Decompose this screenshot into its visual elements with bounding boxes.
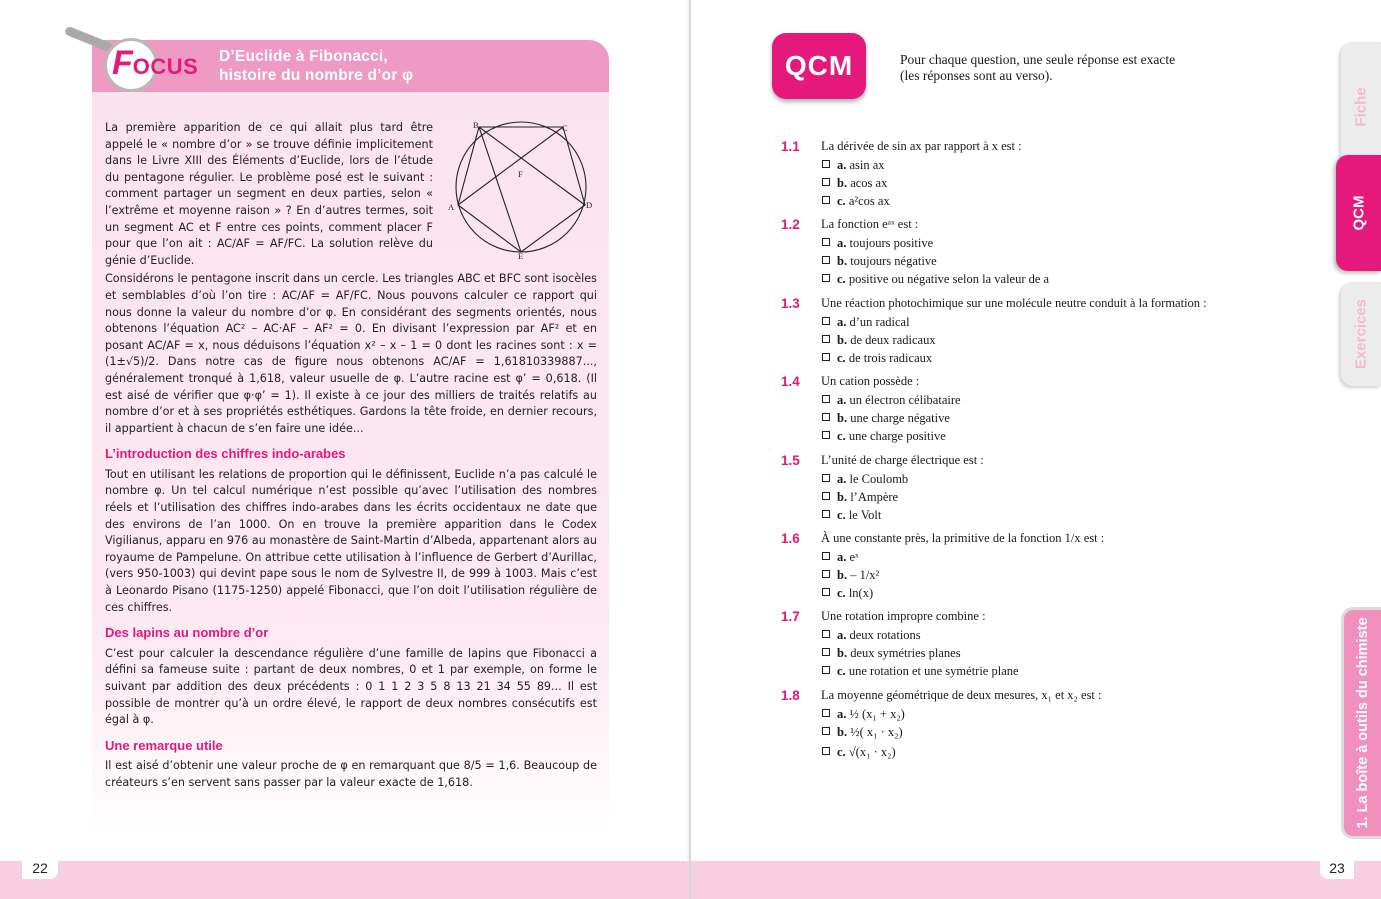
checkbox-icon[interactable] [822,474,830,482]
paragraph-remarque: Il est aisé d’obtenir une valeur proche de φ en remarquant que 8/5 = 1,6. Beaucoup de créateurs s’en servent sans passer par la valeur exacte de 1,618. [105,759,597,789]
answer-option[interactable]: a. ½ (x₁ + x₂) [822,707,905,722]
checkbox-icon[interactable] [822,588,830,596]
checkbox-icon[interactable] [822,160,830,168]
answer-option[interactable]: c. √(x₁ · x₂) [822,745,896,760]
question-text: La dérivée de sin ax par rapport à x est : [821,139,1022,153]
checkbox-icon[interactable] [822,178,830,186]
checkbox-icon[interactable] [822,335,830,343]
label-b: B [473,120,479,130]
checkbox-icon[interactable] [822,317,830,325]
answer-option[interactable]: a. deux rotations [822,628,921,643]
question-text: À une constante près, la primitive de la fonction 1/x est : [821,531,1105,545]
label-a: A [448,202,455,212]
checkbox-icon[interactable] [822,353,830,361]
answer-option[interactable]: b. une charge négative [822,411,950,426]
label-e: E [518,251,524,261]
checkbox-icon[interactable] [822,570,830,578]
label-d: D [586,200,593,210]
question-number: 1.8 [781,688,800,703]
checkbox-icon[interactable] [822,413,830,421]
question-number: 1.1 [781,139,800,154]
tab-chapter[interactable]: 1. La boîte à outils du chimiste [1341,607,1381,839]
checkbox-icon[interactable] [822,238,830,246]
question-text: Une réaction photochimique sur une molécule neutre conduit à la formation : [821,296,1207,310]
page-number-left: 22 [22,857,58,879]
answer-option[interactable]: a. d’un radical [822,315,910,330]
checkbox-icon[interactable] [822,747,830,755]
question-number: 1.2 [781,217,800,232]
answer-option[interactable]: b. – 1/x² [822,568,879,583]
answer-option[interactable]: a. toujours positive [822,236,933,251]
tab-exercices[interactable]: Exercices [1341,282,1381,386]
question-number: 1.6 [781,531,800,546]
checkbox-icon[interactable] [822,395,830,403]
answer-option[interactable]: c. a²cos ax [822,194,890,209]
answer-option[interactable]: c. ln(x) [822,586,873,601]
tab-fiche[interactable]: Fiche [1341,42,1381,172]
checkbox-icon[interactable] [822,196,830,204]
checkbox-icon[interactable] [822,492,830,500]
checkbox-icon[interactable] [822,727,830,735]
question-text: Un cation possède : [821,374,920,388]
question-text: La moyenne géométrique de deux mesures, x₁ et x₂ est : [821,688,1102,702]
focus-body [105,120,597,792]
page-number-right: 23 [1320,857,1354,879]
answer-option[interactable]: c. le Volt [822,508,881,523]
answer-option[interactable]: a. un électron célibataire [822,393,961,408]
question-number: 1.5 [781,453,800,468]
footer-band-right [691,861,1381,899]
answer-option[interactable]: c. une charge positive [822,429,946,444]
heading-remarque: Une remarque utile [105,737,223,753]
label-f: F [518,169,523,179]
label-c: C [562,123,568,133]
answer-option[interactable]: b. ½( x₁ · x₂) [822,725,903,740]
answer-option[interactable]: a. le Coulomb [822,472,908,487]
answer-option[interactable]: b. toujours négative [822,254,937,269]
answer-option[interactable]: c. de trois radicaux [822,351,932,366]
answer-option[interactable]: b. l’Ampère [822,490,898,505]
checkbox-icon[interactable] [822,648,830,656]
question-number: 1.4 [781,374,800,389]
question-text: La fonction eᵃˣ est : [821,217,919,231]
question-text: Une rotation impropre combine : [821,609,986,623]
book-spine [689,0,691,899]
checkbox-icon[interactable] [822,510,830,518]
checkbox-icon[interactable] [822,666,830,674]
paragraph-intro: La première apparition de ce qui allait plus tard être appelé le « nombre d’or » se trouve définie implicitement dans le Livre XIII des Éléments d’Euclide, lors de l’étude du pentagone régulier. Le problème posé est le suivant : comment partager un segment en deux parties, selon « l’extrême et moyenne raison » ? En d’autres termes, soit un segment AC et F entre ces points, comment placer F pour que l’on ait : AC/AF = AF/FC. La solution relève du génie d’Euclide. [105,121,433,267]
answer-option[interactable]: b. de deux radicaux [822,333,936,348]
focus-title-line2: histoire du nombre d’or φ [219,67,414,84]
answer-option[interactable]: c. positive ou négative selon la valeur de a [822,272,1049,287]
checkbox-icon[interactable] [822,274,830,282]
checkbox-icon[interactable] [822,256,830,264]
checkbox-icon[interactable] [822,709,830,717]
qcm-badge: QCM [772,33,866,99]
paragraph-indo-arabes: Tout en utilisant les relations de proportion qui le définissent, Euclide n’a pas calculé le nombre φ. Un tel calcul numérique n’est possible qu’avec l’utilisation des nombres réels et l’utilisation des chiffres indo-arabes dans les écrits occidentaux ne date que des environs de l’an 1000. On en trouve la première apparition dans le Codex Vigilianus, apparu en 976 au monastère de Saint-Martin d’Albeda, appartenant alors au royaume de Pampelune. On attribue cette utilisation à l’influence de Gerbert d’Aurillac, (vers 950-1003) qui devint pape sous le nom de Sylvestre II, de 999 à 1003. Mais c’est à Leonardo Pisano (1175-1250) appelé Fibonacci, que l’on doit l’utilisation régulière de ces chiffres. [105,467,597,614]
tab-qcm[interactable]: QCM [1336,155,1381,271]
paragraph-pentagon: Considérons le pentagone inscrit dans un cercle. Les triangles ABC et BFC sont isocèles et semblables d’où l’on tire : AC/AF = AF/FC. Nous pouvons calculer ce rapport qui nous donne la valeur du nombre d’or φ. En considérant des segments orientés, nous obtenons l’équation AC² – AC·AF – AF² = 0. En divisant l’expression par AF² et en posant AC/AF = x, nous déduisons l’équation x² – x – 1 = 0 dont les racines sont : x = (1±√5)/2. Dans notre cas de figure nous obtenons AC/AF = 1,61810339887..., généralement tronqué à 1,618, valeur usuelle de φ. L’autre racine est φ’ = 0,618. (Il est aisé de vérifier que φ·φ’ = 1). Il existe à ce jour des milliers de traités relatifs au nombre d’or et à ses propriétés esthétiques. Gardons la tête froide, en dernier recours, il appartient à chacun de s’en faire une idée... [105,272,597,435]
heading-indo-arabes: L’introduction des chiffres indo-arabes [105,446,346,462]
answer-option[interactable]: a. asin ax [822,158,885,173]
paragraph-lapins: C’est pour calculer la descendance régulière d’une famille de lapins que Fibonacci a défini sa fameuse suite : partant de deux nombres, 0 et 1 par exemple, on forme le suivant par addition des deux précédents : 0 1 1 2 3 5 8 13 21 34 55 89... Il est possible de montrer qu’à un ordre élevé, le rapport de deux nombres consécutifs est égal à φ. [105,646,597,727]
qcm-instructions: Pour chaque question, une seule réponse est exacte (les réponses sont au verso). [900,52,1176,83]
answer-option[interactable]: b. acos ax [822,176,887,191]
answer-option[interactable]: a. eˣ [822,550,859,565]
question-number: 1.7 [781,609,800,624]
focus-title [219,47,413,85]
answer-option[interactable]: c. une rotation et une symétrie plane [822,664,1019,679]
footer-band-left [0,861,689,899]
focus-title-line1: D’Euclide à Fibonacci, [219,48,388,65]
heading-lapins: Des lapins au nombre d’or [105,625,269,641]
question-number: 1.3 [781,296,800,311]
answer-option[interactable]: b. deux symétries planes [822,646,961,661]
checkbox-icon[interactable] [822,552,830,560]
checkbox-icon[interactable] [822,431,830,439]
checkbox-icon[interactable] [822,630,830,638]
focus-logo: FOCUS [112,44,199,82]
question-text: L’unité de charge électrique est : [821,453,984,467]
